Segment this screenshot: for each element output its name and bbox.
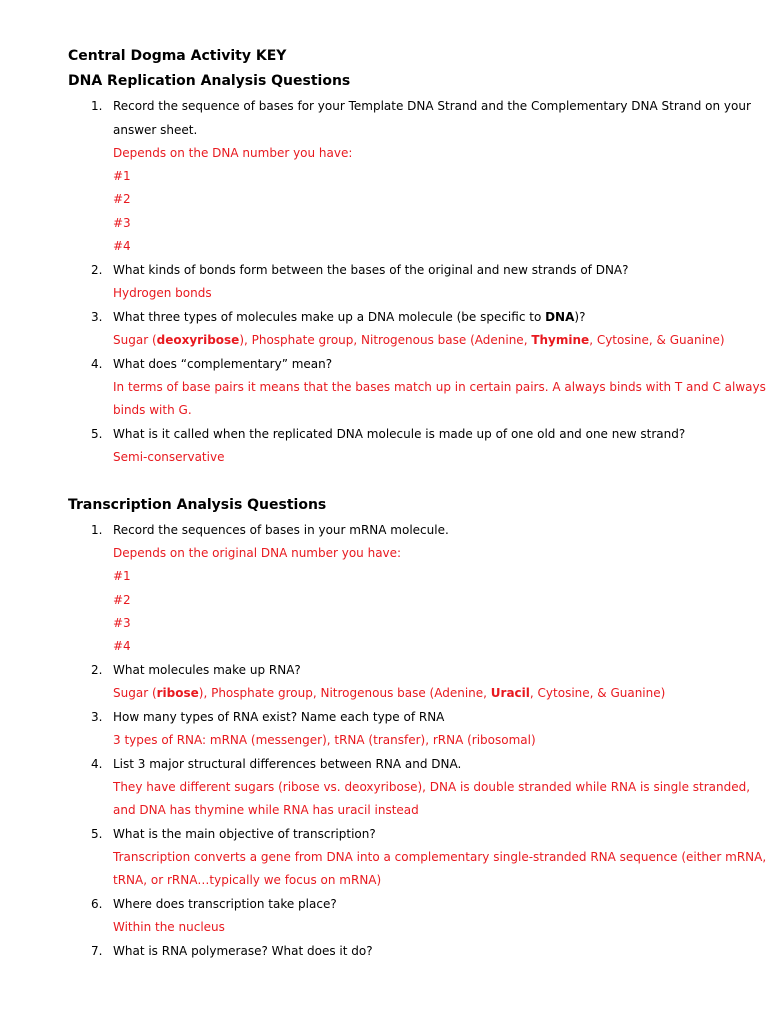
question-text: answer sheet. <box>113 123 198 137</box>
question-text: What is it called when the replicated DNA molecule is made up of one old and one new strand? <box>113 427 686 441</box>
answer-text: Hydrogen bonds <box>113 286 212 300</box>
answer-item: #2 <box>113 192 131 206</box>
answer-item: #3 <box>113 216 131 230</box>
question-text: What molecules make up RNA? <box>113 663 301 677</box>
question-number: 3. <box>91 710 103 724</box>
section-heading-replication: DNA Replication Analysis Questions <box>68 73 351 89</box>
question-number: 5. <box>91 827 103 841</box>
answer-text: binds with G. <box>113 403 192 417</box>
question-text: List 3 major structural differences between RNA and DNA. <box>113 757 462 771</box>
document-title: Central Dogma Activity KEY <box>68 48 287 64</box>
question-text: What is RNA polymerase? What does it do? <box>113 944 373 958</box>
answer-text: Sugar (ribose), Phosphate group, Nitrogenous base (Adenine, Uracil, Cytosine, & Guanine) <box>113 686 666 700</box>
answer-text: Depends on the DNA number you have: <box>113 146 353 160</box>
answer-item: #4 <box>113 239 131 253</box>
question-number: 4. <box>91 757 103 771</box>
question-text: What three types of molecules make up a DNA molecule (be specific to DNA)? <box>113 310 586 324</box>
answer-item: #4 <box>113 639 131 653</box>
answer-text: Transcription converts a gene from DNA into a complementary single-stranded RNA sequence (either mRNA, <box>113 850 767 864</box>
question-number: 3. <box>91 310 103 324</box>
answer-text: Sugar (deoxyribose), Phosphate group, Nitrogenous base (Adenine, Thymine, Cytosine, & Guanine) <box>113 333 725 347</box>
question-number: 2. <box>91 263 103 277</box>
question-number: 6. <box>91 897 103 911</box>
question-number: 2. <box>91 663 103 677</box>
question-number: 5. <box>91 427 103 441</box>
answer-text: Semi-conservative <box>113 450 225 464</box>
question-text: Where does transcription take place? <box>113 897 337 911</box>
question-text: How many types of RNA exist? Name each type of RNA <box>113 710 445 724</box>
answer-text: Within the nucleus <box>113 920 225 934</box>
question-number: 1. <box>91 99 103 113</box>
question-text: What kinds of bonds form between the bases of the original and new strands of DNA? <box>113 263 629 277</box>
answer-item: #1 <box>113 569 131 583</box>
answer-item: #3 <box>113 616 131 630</box>
answer-text: They have different sugars (ribose vs. deoxyribose), DNA is double stranded while RNA is single stranded, <box>113 780 751 794</box>
answer-text: tRNA, or rRNA…typically we focus on mRNA) <box>113 873 382 887</box>
answer-text: Depends on the original DNA number you have: <box>113 546 402 560</box>
question-text: Record the sequences of bases in your mRNA molecule. <box>113 523 449 537</box>
question-number: 1. <box>91 523 103 537</box>
answer-item: #2 <box>113 593 131 607</box>
question-number: 7. <box>91 944 103 958</box>
answer-text: In terms of base pairs it means that the bases match up in certain pairs. A always binds with T and C always <box>113 380 766 394</box>
answer-text: 3 types of RNA: mRNA (messenger), tRNA (transfer), rRNA (ribosomal) <box>113 733 536 747</box>
question-text: Record the sequence of bases for your Template DNA Strand and the Complementary DNA Strand on your <box>113 99 751 113</box>
question-text: What is the main objective of transcription? <box>113 827 376 841</box>
section-heading-transcription: Transcription Analysis Questions <box>68 497 327 513</box>
answer-item: #1 <box>113 169 131 183</box>
question-text: What does “complementary” mean? <box>113 357 333 371</box>
answer-text: and DNA has thymine while RNA has uracil instead <box>113 803 419 817</box>
question-number: 4. <box>91 357 103 371</box>
